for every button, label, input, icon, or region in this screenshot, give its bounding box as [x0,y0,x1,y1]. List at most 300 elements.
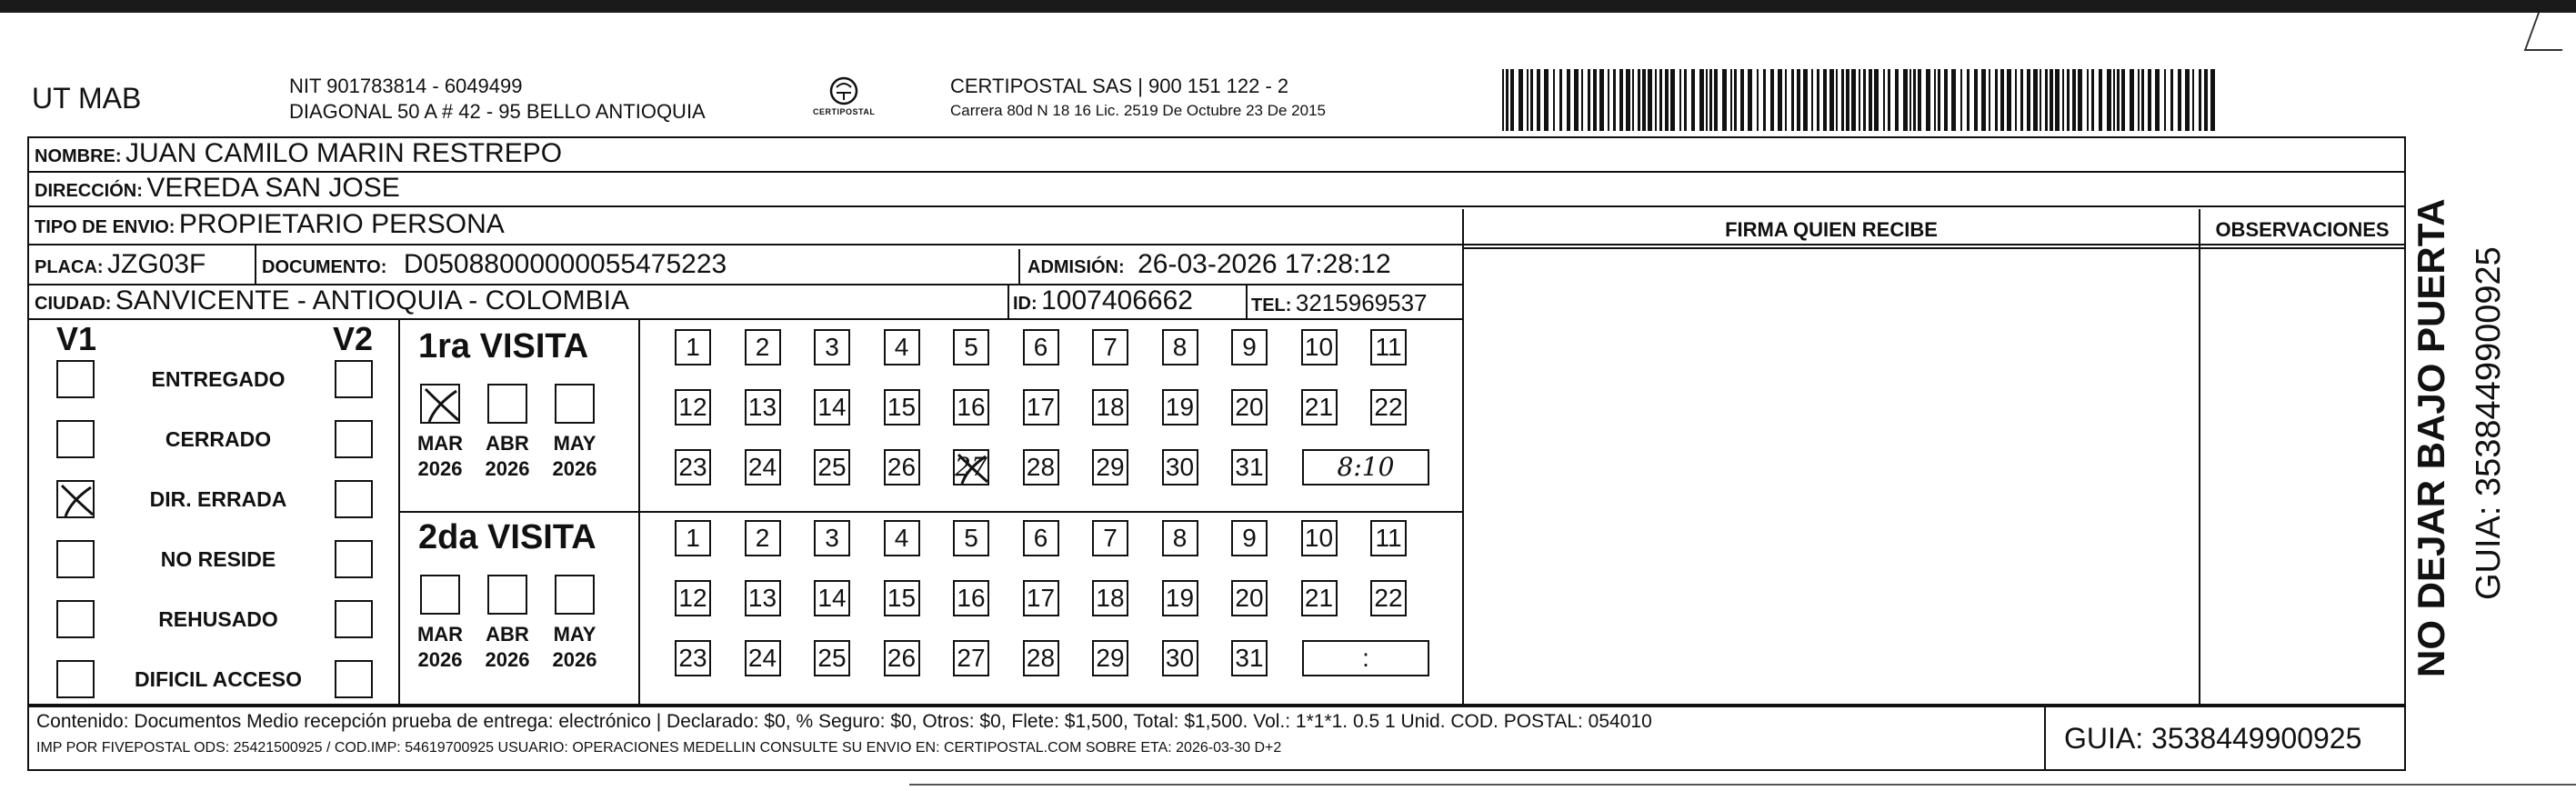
barcode-bar [2078,69,2082,131]
day-box[interactable] [814,520,850,556]
admission-cell [1027,249,1391,280]
divider [1246,285,1248,318]
barcode-bar [1740,69,1744,131]
day-box[interactable] [1092,640,1128,676]
month-checkbox[interactable] [420,575,460,615]
day-box[interactable] [884,520,920,556]
day-box[interactable] [745,329,781,365]
barcode-bar [1791,69,1794,131]
day-box[interactable] [1023,389,1059,426]
barcode-bar [1613,69,1616,131]
day-number: 12 [678,393,707,421]
month-year: 2026 [417,648,463,671]
day-number: 22 [1374,584,1403,612]
day-box[interactable] [675,640,711,676]
day-number: 21 [1304,584,1334,612]
barcode-bar [1599,69,1604,131]
divider [27,706,2406,707]
barcode-bar [1655,69,1657,131]
barcode-bar [1974,69,1978,131]
day-box[interactable] [675,520,711,556]
signature-header: FIRMA QUIEN RECIBE [1725,218,1938,241]
day-box[interactable] [675,580,711,616]
day-number: 13 [747,393,777,421]
barcode-bar [2107,69,2111,131]
document-label: DOCUMENTO: [262,257,387,277]
month-name: MAR [416,623,464,646]
v2-checkbox[interactable] [335,420,373,458]
barcode-bar [2099,69,2102,131]
day-number: 25 [817,644,847,672]
day-box[interactable] [675,449,711,486]
barcode-bar [1995,69,1998,131]
barcode-bar [2141,69,2144,131]
courier-license: Carrera 80d N 18 16 Lic. 2519 De Octubre 23 De 2015 [950,102,1326,119]
day-box[interactable] [1162,520,1198,556]
day-number: 9 [1242,524,1257,552]
right-divider [2404,136,2406,706]
barcode-bar [1829,69,1834,131]
barcode-bar [2033,69,2038,131]
day-box[interactable] [1231,389,1268,426]
divider [1018,249,1020,284]
day-number: 2 [755,524,770,552]
plate-cell [35,249,205,280]
barcode-bar [1903,69,1908,131]
barcode-bar [1888,69,1890,131]
barcode-bar [1811,69,1813,131]
checklist-item-label: NO RESIDE [160,547,276,571]
day-number: 18 [1096,584,1125,612]
barcode-bar [1851,69,1856,131]
company-nit: NIT 901783814 - 6049499 [289,75,523,97]
barcode-bar [2210,69,2215,131]
barcode-bar [2000,69,2004,131]
barcode-bar [2148,69,2151,131]
day-box[interactable] [953,520,989,556]
barcode-bar [1778,69,1782,131]
day-number: 23 [678,644,707,672]
barcode-bar [1648,69,1652,131]
day-box[interactable] [953,389,989,426]
day-box[interactable] [953,580,989,616]
month-name: MAY [553,623,596,646]
page-corner-curl [2524,13,2576,51]
barcode-bar [1846,69,1849,131]
barcode-bar [1841,69,1844,131]
day-number: 3 [825,524,839,552]
day-number: 16 [957,393,986,421]
month-label [408,431,472,482]
day-number: 7 [1103,333,1118,361]
barcode-bar [1626,69,1630,131]
send-type-label: TIPO DE ENVIO: [35,217,175,237]
footer-left-line [27,706,29,771]
logo-caption: CERTIPOSTAL [813,107,876,116]
barcode-bar [2199,69,2201,131]
day-number: 17 [1026,393,1056,421]
barcode-bar [1883,69,1885,131]
month-name: ABR [486,623,529,646]
v1-label: V1 [56,320,97,357]
day-number: 19 [1165,393,1195,421]
barcode-bar [1748,69,1752,131]
city-label: CIUDAD: [35,294,112,314]
day-box[interactable] [1162,389,1198,426]
day-number: 29 [1096,644,1125,672]
month-year: 2026 [485,648,530,671]
certipostal-logo [813,75,876,122]
day-number: 10 [1304,524,1334,552]
id-cell [1013,285,1193,316]
barcode-bar [2130,69,2134,131]
side-warning: NO DEJAR BAJO PUERTA [2410,198,2452,677]
day-number: 2 [755,333,770,361]
footer-guia: GUIA: 3538449900925 [2064,722,2362,755]
month-label [476,622,539,673]
day-box[interactable] [745,580,781,616]
footer-contents: Contenido: Documentos Medio recepción prueba de entrega: electrónico | Declarado: $0, % Seguro: $0, Otros: $0, Flete: $1,500, Total: $1,500. Vol.: 1*1*1. 0.5 1 Unid. COD. POSTAL: 054010 [36,711,1652,732]
barcode-bar [1785,69,1787,131]
day-number: 25 [817,453,847,481]
barcode-bar [2045,69,2048,131]
barcode-bar [1823,69,1827,131]
send-type: PROPIETARIO PERSONA [178,209,505,239]
day-number: 24 [747,453,777,481]
day-number: 13 [747,584,777,612]
admission-label: ADMISIÓN: [1027,257,1125,277]
day-box[interactable] [1370,520,1407,556]
day-number: 20 [1235,393,1264,421]
barcode-bar [1869,69,1872,131]
day-number: 9 [1242,333,1257,361]
barcode-bar [1559,69,1562,131]
day-box[interactable] [814,329,850,365]
day-box[interactable] [1023,580,1059,616]
day-box[interactable] [1231,640,1268,676]
checklist-item-label: DIFICIL ACCESO [134,667,302,691]
day-box[interactable] [953,640,989,676]
send-type-row [35,209,505,240]
barcode-bar [1913,69,1916,131]
day-box[interactable] [1162,580,1198,616]
day-number: 28 [1026,453,1056,481]
barcode-bar [1859,69,1860,131]
day-number: 10 [1304,333,1334,361]
barcode-bar [1608,69,1609,131]
plate-label: PLACA: [35,257,104,277]
day-number: 22 [1374,393,1403,421]
document-value: D05088000000055475223 [403,249,727,279]
admission-value: 26-03-2026 17:28:12 [1138,249,1391,279]
month-year: 2026 [552,648,597,671]
barcode-bar [1527,69,1529,131]
month-label [408,622,472,673]
x-mark-icon [422,385,462,426]
day-box[interactable] [953,329,989,365]
barcode-bar [1938,69,1940,131]
day-box[interactable] [1023,329,1059,365]
time-box[interactable] [1302,449,1429,486]
day-number: 6 [1033,524,1048,552]
barcode-bar [1981,69,1986,131]
v1-checkbox[interactable] [56,660,95,698]
barcode-bar [1895,69,1899,131]
v2-checkbox[interactable] [335,480,373,518]
v2-checkbox[interactable] [335,600,373,638]
day-number: 11 [1375,333,1402,361]
day-box[interactable] [884,449,920,486]
v1-checkbox[interactable] [56,600,95,638]
barcode-bar [1684,69,1687,131]
barcode-bar [1797,69,1800,131]
day-box[interactable] [675,389,711,426]
barcode-graphic [1500,69,2228,131]
barcode-bar [2007,69,2011,131]
barcode-bar [1926,69,1930,131]
day-box[interactable] [1162,449,1198,486]
day-box[interactable] [1092,449,1128,486]
top-edge-bar [0,0,2576,13]
barcode-bar [1537,69,1540,131]
id-label: ID: [1013,294,1037,314]
barcode [1500,69,2228,131]
barcode-bar [2121,69,2125,131]
v2-label: V2 [333,320,374,357]
barcode-bar [1670,69,1675,131]
day-number: 11 [1375,524,1402,552]
day-number: 26 [887,644,917,672]
day-box[interactable] [814,640,850,676]
day-box[interactable] [953,449,989,486]
barcode-bar [1519,69,1523,131]
day-number: 5 [964,333,978,361]
day-box[interactable] [745,389,781,426]
day-box[interactable] [1023,640,1059,676]
month-name: MAY [553,432,596,455]
day-box[interactable] [1023,520,1059,556]
month-label [543,622,606,673]
day-box[interactable] [814,389,850,426]
day-number: 14 [817,393,847,421]
day-box[interactable] [1231,449,1268,486]
barcode-bar [1642,69,1646,131]
time-value: : [1362,644,1369,672]
recipient-name: JUAN CAMILO MARIN RESTREPO [125,138,563,168]
day-number: 17 [1026,584,1056,612]
barcode-bar [2170,69,2173,131]
x-mark-icon [955,451,991,487]
v1-checkbox[interactable] [56,540,95,578]
v2-checkbox[interactable] [335,660,373,698]
barcode-bar [2178,69,2181,131]
barcode-bar [2055,69,2060,131]
day-number: 1 [686,524,700,552]
day-box[interactable] [745,449,781,486]
checklist-item-label: DIR. ERRADA [149,487,287,511]
day-number: 31 [1235,644,1264,672]
day-box[interactable] [814,449,850,486]
barcode-bar [1863,69,1866,131]
day-number: 30 [1165,644,1195,672]
address-label: DIRECCIÓN: [35,181,143,201]
month-name: ABR [486,432,529,455]
divider [1464,247,2406,249]
day-number: 8 [1172,524,1188,552]
barcode-bar [2015,69,2017,131]
footer-divider [2044,707,2046,769]
tel-value: 3215969537 [1295,289,1428,316]
barcode-bar [1691,69,1695,131]
day-box[interactable] [1231,580,1268,616]
bottom-edge-line [909,784,2576,786]
observations-header: OBSERVACIONES [2215,218,2390,241]
day-box[interactable] [745,640,781,676]
day-number: 19 [1165,584,1195,612]
day-box[interactable] [884,389,920,426]
barcode-bar [1679,69,1681,131]
month-checkbox[interactable] [555,384,595,424]
tel-label: TEL: [1251,295,1292,315]
visit-divider [398,511,1464,513]
day-box[interactable] [1301,520,1338,556]
divider [255,245,256,284]
barcode-bar [1553,69,1555,131]
document-cell [262,249,727,280]
month-label [543,431,606,482]
day-box[interactable] [1023,449,1059,486]
barcode-bar [1960,69,1962,131]
id-value: 1007406662 [1041,285,1193,315]
barcode-bar [1944,69,1948,131]
day-box[interactable] [1370,580,1407,616]
day-box[interactable] [884,329,920,365]
month-checkbox[interactable] [487,384,527,424]
barcode-bar [1709,69,1712,131]
v2-checkbox[interactable] [335,540,373,578]
day-box[interactable] [1092,389,1128,426]
day-number: 28 [1026,644,1056,672]
month-year: 2026 [552,457,597,480]
time-box[interactable] [1302,640,1429,676]
day-number: 6 [1033,333,1048,361]
barcode-bar [1659,69,1662,131]
day-box[interactable] [1231,329,1268,365]
visit1-title: 1ra VISITA [418,327,589,365]
barcode-bar [1593,69,1597,131]
day-box[interactable] [675,329,711,365]
barcode-bar [1967,69,1970,131]
v1-checkbox[interactable] [56,420,95,458]
checklist-item-label: REHUSADO [158,607,278,631]
barcode-bar [1714,69,1718,131]
barcode-bar [2040,69,2041,131]
barcode-bar [2062,69,2064,131]
barcode-bar [1632,69,1634,131]
day-box[interactable] [1231,520,1268,556]
day-number: 27 [957,644,986,672]
barcode-bar [1506,69,1509,131]
day-number: 16 [957,584,986,612]
barcode-bar [1530,69,1533,131]
day-box[interactable] [1301,329,1338,365]
plate-value: JZG03F [107,249,206,279]
divider [27,244,2406,245]
tel-cell [1251,289,1428,317]
day-box[interactable] [1370,329,1407,365]
barcode-bar [1734,69,1737,131]
day-number: 26 [887,453,917,481]
barcode-bar [1502,69,1504,131]
month-checkbox[interactable] [420,384,460,424]
day-box[interactable] [1162,640,1198,676]
day-number: 20 [1235,584,1264,612]
day-number: 8 [1172,333,1188,361]
v1-checkbox[interactable] [56,360,95,398]
v1-checkbox[interactable] [56,480,95,518]
day-box[interactable] [1301,580,1338,616]
day-box[interactable] [884,640,920,676]
barcode-bar [2204,69,2208,131]
footer-imp: IMP POR FIVEPOSTAL ODS: 25421500925 / COD.IMP: 54619700925 USUARIO: OPERACIONES MEDELLIN CONSULTE SU ENVIO EN: CERTIPOSTAL.COM SOBRE ETA: 2026-03-30 D+2 [36,740,1282,756]
city-cell [35,285,629,316]
day-number: 31 [1235,453,1264,481]
courier-name: CERTIPOSTAL SAS | 900 151 122 - 2 [950,75,1289,97]
day-number: 15 [887,584,917,612]
barcode-bar [1934,69,1936,131]
barcode-bar [1817,69,1819,131]
day-box[interactable] [745,520,781,556]
barcode-bar [2020,69,2023,131]
month-checkbox[interactable] [555,575,595,615]
day-box[interactable] [1301,389,1338,426]
day-number: 1 [686,333,700,361]
month-label [476,431,539,482]
footer-right-line [2404,706,2406,771]
barcode-bar [2072,69,2076,131]
day-box[interactable] [1092,329,1128,365]
barcode-bar [2185,69,2190,131]
barcode-bar [1989,69,1990,131]
barcode-bar [1567,69,1570,131]
day-number: 24 [747,644,777,672]
day-number: 21 [1304,393,1334,421]
barcode-bar [2138,69,2140,131]
day-number: 14 [817,584,847,612]
day-box[interactable] [1162,329,1198,365]
barcode-bar [1588,69,1590,131]
day-box[interactable] [1370,389,1407,426]
observations-left-divider [2199,209,2200,706]
day-box[interactable] [814,580,850,616]
company-address: DIAGONAL 50 A # 42 - 95 BELLO ANTIOQUIA [289,100,706,123]
barcode-bar [1699,69,1704,131]
day-box[interactable] [1092,580,1128,616]
barcode-bar [1836,69,1838,131]
day-box[interactable] [884,580,920,616]
barcode-bar [1574,69,1579,131]
divider [1007,285,1009,318]
day-box[interactable] [1092,520,1128,556]
day-number: 12 [678,584,707,612]
barcode-bar [2067,69,2070,131]
day-number: 18 [1096,393,1125,421]
month-checkbox[interactable] [487,575,527,615]
barcode-bar [1909,69,1911,131]
day-number: 7 [1103,524,1118,552]
v2-checkbox[interactable] [335,360,373,398]
signature-left-divider [1462,209,1464,706]
